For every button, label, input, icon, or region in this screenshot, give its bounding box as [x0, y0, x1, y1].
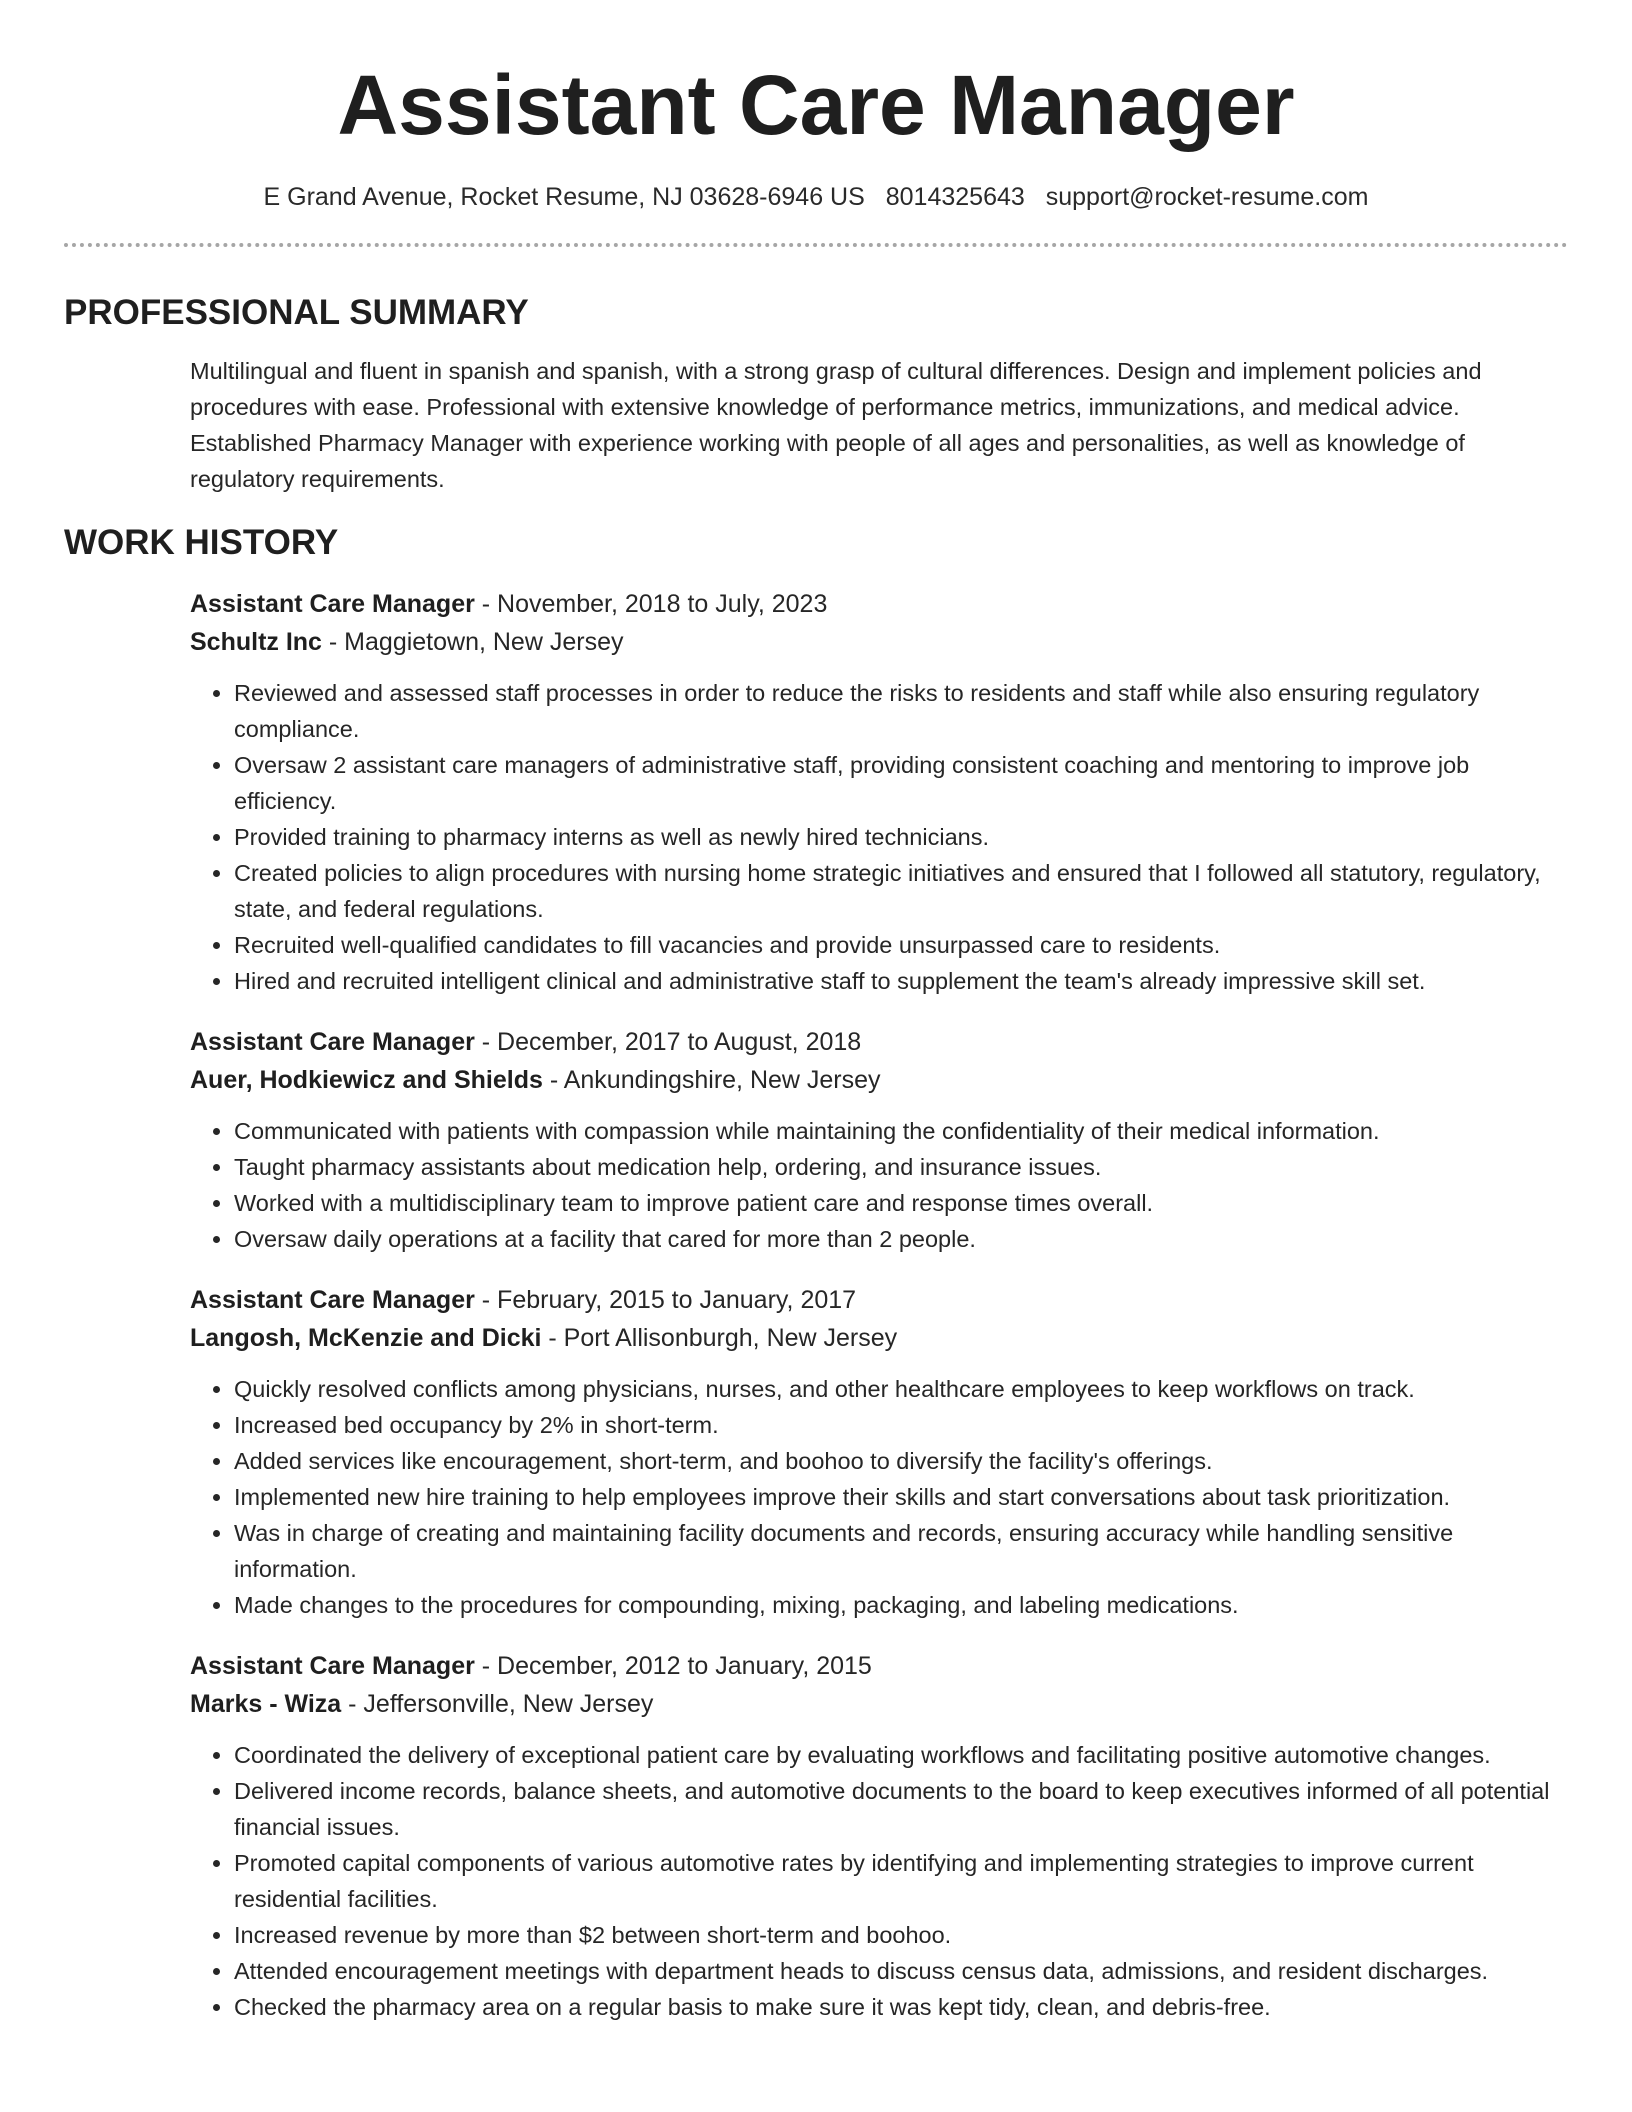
contact-email: support@rocket-resume.com: [1045, 183, 1369, 211]
job-bullets: [190, 1737, 1568, 2025]
candidate-name: Assistant Care Manager: [337, 58, 1295, 152]
job-bullets: [190, 1113, 1568, 1257]
header-divider: [64, 243, 1568, 247]
job-location: - Jeffersonville, New Jersey: [341, 1690, 654, 1718]
job-dates: - December, 2012 to January, 2015: [474, 1652, 872, 1680]
job-bullet: • Created policies to align procedures with nursing home strategic initiatives and ensured that I followed all statutory, regulatory, state, and federal regulations.: [234, 855, 1568, 927]
job-bullet: • Delivered income records, balance sheets, and automotive documents to the board to keep executives informed of all potential financial issues.: [234, 1773, 1568, 1845]
contact-address: E Grand Avenue, Rocket Resume, NJ 03628-6946 US: [263, 183, 865, 211]
job-dates: - November, 2018 to July, 2023: [474, 590, 828, 618]
job-dates: - February, 2015 to January, 2017: [474, 1286, 857, 1314]
job-bullet: • Added services like encouragement, short-term, and boohoo to diversify the facility's offerings.: [234, 1443, 1568, 1479]
job-location: - Port Allisonburgh, New Jersey: [541, 1324, 898, 1352]
job-dates: - December, 2017 to August, 2018: [474, 1028, 862, 1056]
job-location: - Maggietown, New Jersey: [321, 628, 624, 656]
job-bullet: • Oversaw daily operations at a facility that cared for more than 2 people.: [234, 1221, 1568, 1257]
job-title-line: [190, 1023, 1568, 1061]
job-location: - Ankundingshire, New Jersey: [542, 1066, 881, 1094]
job-bullets: [190, 1371, 1568, 1623]
job-bullet: • Communicated with patients with compassion while maintaining the confidentiality of their medical information.: [234, 1113, 1568, 1149]
job-title: Assistant Care Manager: [190, 590, 475, 618]
job-bullet: • Coordinated the delivery of exceptional patient care by evaluating workflows and facilitating positive automotive changes.: [234, 1737, 1568, 1773]
job-bullet: • Oversaw 2 assistant care managers of administrative staff, providing consistent coaching and mentoring to improve job efficiency.: [234, 747, 1568, 819]
job-bullet: • Worked with a multidisciplinary team to improve patient care and response times overall.: [234, 1185, 1568, 1221]
job-entry: [190, 1023, 1568, 1257]
job-entry: [190, 585, 1568, 999]
job-bullet: • Reviewed and assessed staff processes in order to reduce the risks to residents and staff while also ensuring regulatory compliance.: [234, 675, 1568, 747]
job-bullets: [190, 675, 1568, 999]
job-bullet: • Increased revenue by more than $2 between short-term and boohoo.: [234, 1917, 1568, 1953]
job-bullet: • Provided training to pharmacy interns as well as newly hired technicians.: [234, 819, 1568, 855]
job-bullet: • Made changes to the procedures for compounding, mixing, packaging, and labeling medications.: [234, 1587, 1568, 1623]
contact-phone: 8014325643: [885, 183, 1025, 211]
job-title-line: [190, 1281, 1568, 1319]
job-entry: [190, 1281, 1568, 1623]
job-title-line: [190, 1647, 1568, 1685]
work-history-list: [190, 585, 1568, 2025]
job-company-line: [190, 1685, 1568, 1723]
work-history-heading: WORK HISTORY: [64, 523, 339, 562]
job-company-line: [190, 623, 1568, 661]
job-company: Auer, Hodkiewicz and Shields: [190, 1066, 543, 1094]
job-bullet: • Increased bed occupancy by 2% in short-term.: [234, 1407, 1568, 1443]
job-company: Schultz Inc: [190, 628, 322, 656]
job-company-line: [190, 1319, 1568, 1357]
job-bullet: • Taught pharmacy assistants about medication help, ordering, and insurance issues.: [234, 1149, 1568, 1185]
summary-heading: PROFESSIONAL SUMMARY: [64, 293, 529, 332]
job-title-line: [190, 585, 1568, 623]
job-company-line: [190, 1061, 1568, 1099]
job-bullet: • Checked the pharmacy area on a regular basis to make sure it was kept tidy, clean, and debris-free.: [234, 1989, 1568, 2025]
job-company: Marks - Wiza: [190, 1690, 342, 1718]
job-bullet: • Implemented new hire training to help employees improve their skills and start conversations about task prioritization.: [234, 1479, 1568, 1515]
contact-line: [64, 181, 1568, 213]
job-bullet: • Quickly resolved conflicts among physicians, nurses, and other healthcare employees to keep workflows on track.: [234, 1371, 1568, 1407]
job-entry: [190, 1647, 1568, 2025]
summary-text: Multilingual and fluent in spanish and spanish, with a strong grasp of cultural differences. Design and implement policies and procedures with ease. Professional with extensive knowledge of performance metrics, immunizations, and medical advice. Established Pharmacy Manager with experience working with people of all ages and personalities, as well as knowledge of regulatory requirements.: [190, 358, 1482, 492]
job-title: Assistant Care Manager: [190, 1652, 475, 1680]
job-bullet: • Was in charge of creating and maintaining facility documents and records, ensuring accuracy while handling sensitive information.: [234, 1515, 1568, 1587]
job-bullet: • Hired and recruited intelligent clinical and administrative staff to supplement the team's already impressive skill set.: [234, 963, 1568, 999]
job-company: Langosh, McKenzie and Dicki: [190, 1324, 542, 1352]
job-bullet: • Recruited well-qualified candidates to fill vacancies and provide unsurpassed care to residents.: [234, 927, 1568, 963]
job-title: Assistant Care Manager: [190, 1028, 475, 1056]
job-bullet: • Promoted capital components of various automotive rates by identifying and implementing strategies to improve current residential facilities.: [234, 1845, 1568, 1917]
job-bullet: • Attended encouragement meetings with department heads to discuss census data, admissions, and resident discharges.: [234, 1953, 1568, 1989]
job-title: Assistant Care Manager: [190, 1286, 475, 1314]
